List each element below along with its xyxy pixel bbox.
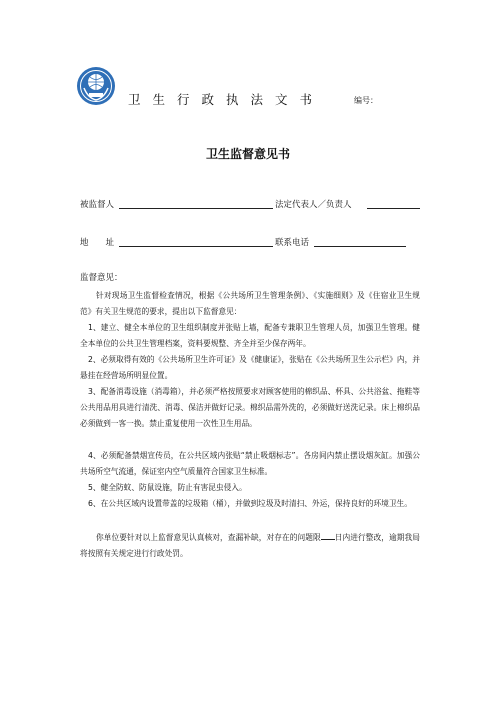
supervised-blank [119, 208, 273, 209]
item-6-text: 6、在公共区域内设置带盖的垃圾箱（桶），并做到垃圾及时清扫、外运，保持良好的环境卫生。 [88, 499, 412, 508]
address-blank [119, 246, 273, 247]
list-item [80, 496, 420, 512]
list-item [80, 320, 420, 352]
list-item [80, 352, 420, 384]
supervised-row [80, 198, 422, 210]
deadline-days-blank [321, 531, 335, 540]
item-3-text: 3、配备消毒设施（消毒箱），并必须严格按照要求对顾客使用的棉织品、杯具、公共浴盆、拖鞋等公共用品用具进行清洗、消毒、保洁并做好记录。棉织品需外洗的，必须做好送洗记录。床上棉织品必须做到一客一换。禁止重复使用一次性卫生用品。 [80, 387, 420, 428]
address-row [80, 236, 422, 248]
supervised-label: 被监督人 [80, 200, 115, 210]
closing-text-before: 你单位要针对以上监督意见认真核对，查漏补缺，对存在的问题限 [96, 533, 321, 542]
item-2-text: 2、必须取得有效的《公共场所卫生许可证》及《健康证》，张贴在《公共场所卫生公示栏》内，并悬挂在经营场所明显位置。 [80, 355, 420, 380]
legal-rep-blank [367, 208, 420, 209]
list-item [80, 384, 420, 432]
intro-text: 针对现场卫生监督检查情况，根据《公共场所卫生管理条例》、《实施细则》及《住宿业卫生规范》有关卫生规范的要求，提出以下监督意见： [80, 291, 420, 316]
list-item [80, 480, 420, 496]
legal-rep-label: 法定代表人／负责人 [275, 200, 352, 210]
agency-title: 卫生行政执法文书 [128, 92, 325, 107]
closing-paragraph [80, 530, 420, 562]
item-1-text: 1、建立、健全本单位的卫生组织制度并张贴上墙，配备专兼职卫生管理人员，加强卫生管理。健全本单位的公共卫生管理档案，资料要规整、齐全并至少保存两年。 [80, 323, 420, 348]
document-title: 卫生监督意见书 [205, 147, 290, 161]
intro-paragraph [80, 288, 420, 320]
item-5-text: 5、健全防蚊、防鼠设施，防止有害昆虫侵入。 [88, 483, 247, 492]
list-item [80, 448, 420, 480]
doc-number-label: 编号： [354, 96, 378, 105]
phone-blank [314, 246, 406, 247]
item-4-text: 4、必须配备禁烟宣传员，在公共区域内张贴“禁止吸烟标志”。各房间内禁止摆设烟灰缸。加强公共场所空气流通，保证室内空气质量符合国家卫生标准。 [80, 451, 420, 476]
health-emblem-icon [76, 66, 116, 106]
closing-text-after: 日内进行整改，逾期我局将按照有关规定进行行政处罚。 [80, 533, 420, 558]
opinion-label: 监督意见： [80, 273, 123, 283]
address-label: 地 址 [80, 238, 115, 248]
phone-label: 联系电话 [275, 238, 310, 248]
